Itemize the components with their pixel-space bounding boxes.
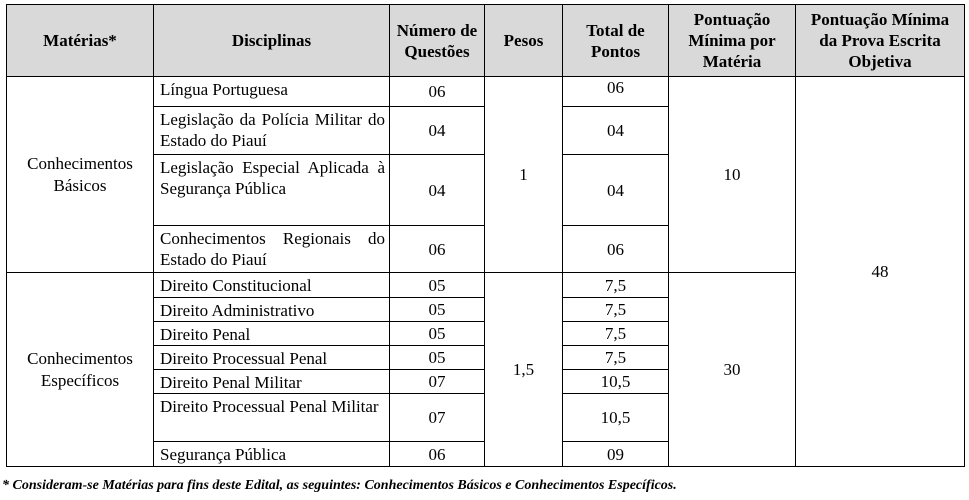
header-total: Total de Pontos (563, 5, 669, 77)
disciplina-cell: Direito Processual Penal Militar (154, 394, 390, 442)
pontos-cell: 04 (563, 107, 669, 155)
questoes-cell: 04 (390, 155, 485, 226)
questoes-cell: 07 (390, 394, 485, 442)
pontos-cell: 10,5 (563, 370, 669, 394)
disciplina-cell: Direito Processual Penal (154, 346, 390, 370)
header-row (7, 5, 965, 77)
disciplina-cell: Direito Penal (154, 322, 390, 346)
peso-cell: 1,5 (485, 273, 563, 467)
disciplina-cell: Legislação da Polícia Militar do Estado do Piauí (154, 107, 390, 155)
disciplina-cell: Segurança Pública (154, 442, 390, 467)
questoes-cell: 06 (390, 442, 485, 467)
peso-cell: 1 (485, 77, 563, 273)
pontos-cell: 06 (563, 77, 669, 107)
header-disciplinas: Disciplinas (154, 5, 390, 77)
disciplina-cell: Legislação Especial Aplicada à Segurança Pública (154, 155, 390, 226)
questoes-cell: 04 (390, 107, 485, 155)
header-questoes: Número de Questões (390, 5, 485, 77)
questoes-cell: 06 (390, 226, 485, 273)
pontos-cell: 7,5 (563, 322, 669, 346)
questoes-cell: 05 (390, 273, 485, 298)
score-table (6, 4, 965, 467)
header-pont-materia: Pontuação Mínima por Matéria (669, 5, 796, 77)
questoes-cell: 05 (390, 346, 485, 370)
disciplina-cell: Direito Penal Militar (154, 370, 390, 394)
pontos-cell: 04 (563, 155, 669, 226)
pontuacao-prova-cell: 48 (796, 77, 965, 467)
pontos-cell: 7,5 (563, 346, 669, 370)
table-row (7, 77, 965, 107)
pontos-cell: 10,5 (563, 394, 669, 442)
disciplina-cell: Língua Portuguesa (154, 77, 390, 107)
pontos-cell: 7,5 (563, 273, 669, 298)
questoes-cell: 06 (390, 77, 485, 107)
pontuacao-minima-cell: 30 (669, 273, 796, 467)
header-pont-prova: Pontuação Mínima da Prova Escrita Objetiva (796, 5, 965, 77)
questoes-cell: 07 (390, 370, 485, 394)
materia-cell: Conhecimentos Específicos (7, 273, 154, 467)
footnote: * Consideram-se Matérias para fins deste Edital, as seguintes: Conhecimentos Básicos e Conhecimentos Específicos. (2, 478, 677, 493)
pontos-cell: 09 (563, 442, 669, 467)
disciplina-cell: Direito Constitucional (154, 273, 390, 298)
materia-cell: Conhecimentos Básicos (7, 77, 154, 273)
header-materias: Matérias* (7, 5, 154, 77)
disciplina-cell: Direito Administrativo (154, 298, 390, 322)
pontos-cell: 06 (563, 226, 669, 273)
questoes-cell: 05 (390, 298, 485, 322)
pontos-cell: 7,5 (563, 298, 669, 322)
header-pesos: Pesos (485, 5, 563, 77)
disciplina-cell: Conhecimentos Regionais do Estado do Piauí (154, 226, 390, 273)
questoes-cell: 05 (390, 322, 485, 346)
pontuacao-minima-cell: 10 (669, 77, 796, 273)
